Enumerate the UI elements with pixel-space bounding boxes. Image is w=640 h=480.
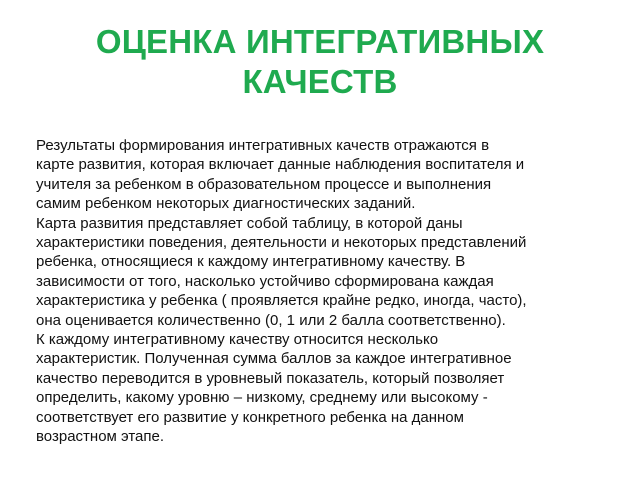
slide-title: [0, 22, 640, 102]
body-line: определить, какому уровню – низкому, среднему или высокому -: [36, 389, 488, 407]
body-line: Карта развития представляет собой таблицу, в которой даны: [36, 214, 463, 232]
body-line: она оценивается количественно (0, 1 или 2 балла соответственно).: [36, 311, 506, 329]
body-line: Результаты формирования интегративных качеств отражаются в: [36, 137, 490, 154]
body-line: самим ребенком некоторых диагностических заданий.: [36, 195, 416, 213]
body-line: качество переводится в уровневый показатель, который позволяет: [36, 369, 505, 387]
title-line-2: КАЧЕСТВ: [242, 63, 398, 100]
body-line: соответствует его развитие у конкретного ребенка на данном: [36, 408, 464, 426]
body-line: учителя за ребенком в образовательном процессе и выполнения: [36, 175, 492, 193]
body-line: характеристики поведения, деятельности и некоторых представлений: [36, 234, 527, 252]
body-line: К каждому интегративному качеству относится несколько: [36, 331, 439, 349]
title-line-1: ОЦЕНКА ИНТЕГРАТИВНЫХ: [95, 23, 545, 60]
body-line: возрастном этапе.: [36, 428, 165, 446]
slide-body-text: [36, 136, 616, 447]
body-line: зависимости от того, насколько устойчиво сформирована каждая: [36, 272, 494, 290]
body-line: ребенка, относящиеся к каждому интегративному качеству. В: [36, 253, 466, 271]
body-line: характеристик. Полученная сумма баллов за каждое интегративное: [36, 350, 512, 368]
body-line: характеристика у ребенка ( проявляется крайне редко, иногда, часто),: [36, 292, 527, 310]
body-line: карте развития, которая включает данные наблюдения воспитателя и: [36, 156, 525, 174]
